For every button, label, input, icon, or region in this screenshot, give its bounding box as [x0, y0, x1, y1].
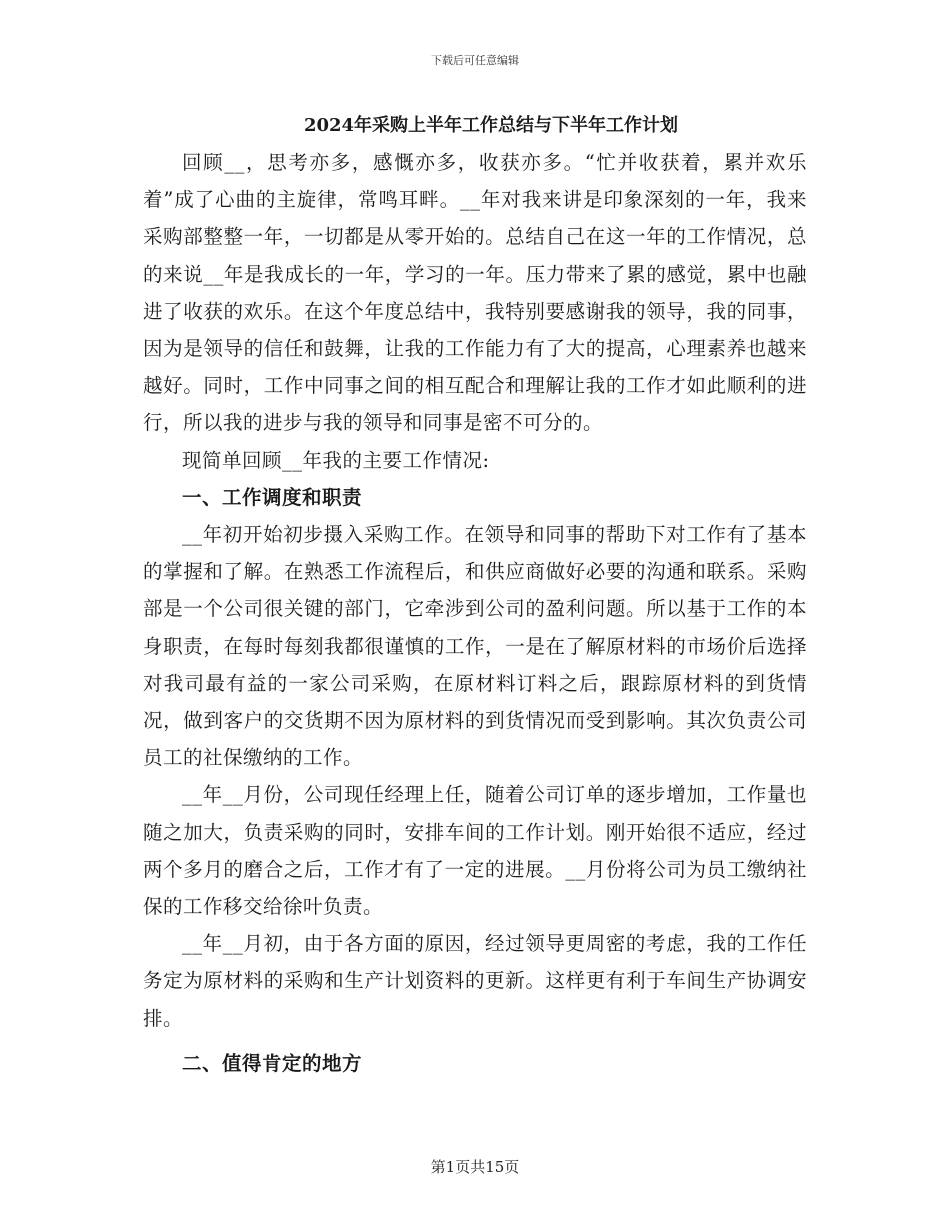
- header-note: 下载后可任意编辑: [431, 54, 519, 67]
- duties-paragraph-1: __年初开始初步摄入采购工作。在领导和同事的帮助下对工作有了基本的掌握和了解。在熟悉工作流程后，和供应商做好必要的沟通和联系。采购部是一个公司很关键的部门，它牵涉到公司的盈利问题。所以基于工作的本身职责，在每时每刻我都很谨慎的工作，一是在了解原材料的市场价后选择对我司最有益的一家公司采购，在原材料订料之后，跟踪原材料的到货情况，做到客户的交货期不因为原材料的到货情况而受到影响。其次负责公司员工的社保缴纳的工作。: [143, 523, 807, 770]
- summary-lead-paragraph: 现简单回顾__年我的主要工作情况:: [182, 448, 490, 472]
- intro-paragraph: 回顾__，思考亦多，感慨亦多，收获亦多。“忙并收获着，累并欢乐着”成了心曲的主旋律，常鸣耳畔。__年对我来讲是印象深刻的一年，我来采购部整整一年，一切都是从零开始的。总结自己在这一年的工作情况，总的来说__年是我成长的一年，学习的一年。压力带来了累的感觉，累中也融进了收获的欢乐。在这个年度总结中，我特别要感谢我的领导，我的同事，因为是领导的信任和鼓舞，让我的工作能力有了大的提高，心理素养也越来越好。同时，工作中同事之间的相互配合和理解让我的工作才如此顺利的进行，所以我的进步与我的领导和同事是密不可分的。: [143, 151, 807, 435]
- document-body: [143, 108, 807, 1082]
- page-number-footer: 第1页共15页: [430, 1158, 520, 1176]
- duties-paragraph-3: __年__月初，由于各方面的原因，经过领导更周密的考虑，我的工作任务定为原材料的采购和生产计划资料的更新。这样更有利于车间生产协调安排。: [143, 932, 807, 1030]
- duties-paragraph-2: __年__月份，公司现任经理上任，随着公司订单的逐步增加，工作量也随之加大，负责采购的同时，安排车间的工作计划。刚开始很不适应，经过两个多月的磨合之后，工作才有了一定的进展。__月份将公司为员工缴纳社保的工作移交给徐叶负责。: [143, 783, 807, 919]
- document-title: 2024年采购上半年工作总结与下半年工作计划: [303, 115, 679, 136]
- section-heading-achievements: 二、值得肯定的地方: [182, 1051, 363, 1075]
- section-heading-duties: 一、工作调度和职责: [182, 485, 363, 509]
